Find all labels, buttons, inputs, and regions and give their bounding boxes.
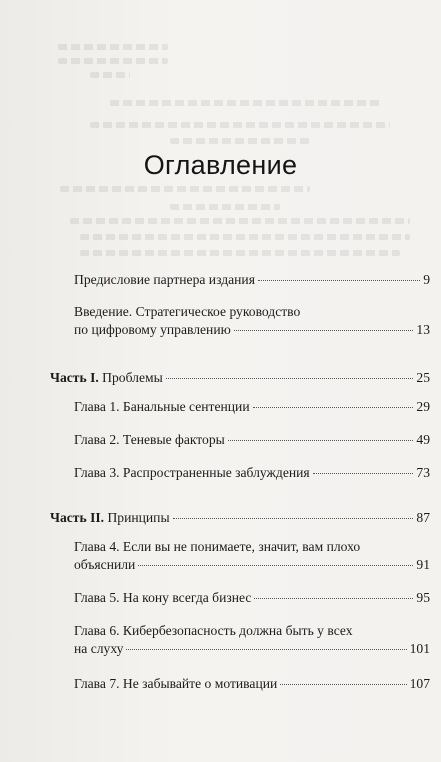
toc-entry-chapter-7 xyxy=(74,675,430,693)
leader-dots xyxy=(280,684,406,685)
toc-entry-title-line2: на слуху xyxy=(74,641,124,656)
toc-entry-part-2 xyxy=(50,509,430,527)
toc-entry-chapter-5 xyxy=(74,589,430,607)
toc-entry-chapter-4 xyxy=(74,538,430,574)
leader-dots xyxy=(138,565,413,566)
toc-page-number: 29 xyxy=(416,399,430,414)
toc-entry-title-line1: Глава 4. Если вы не понимаете, значит, вам плохо xyxy=(74,539,361,554)
leader-dots xyxy=(173,518,414,519)
toc-entry-introduction xyxy=(74,303,430,339)
bleed-through-text xyxy=(80,234,410,240)
toc-page-number: 13 xyxy=(416,322,430,337)
toc-entry-title-line1: Глава 6. Кибербезопасность должна быть у всех xyxy=(74,623,353,638)
bleed-through-text xyxy=(170,204,280,210)
toc-entry-title-line1: Введение. Стратегическое руководство xyxy=(74,304,301,319)
bleed-through-text xyxy=(90,122,390,128)
leader-dots xyxy=(258,280,420,281)
toc-entry-title: Глава 3. Распространенные заблуждения xyxy=(74,465,310,480)
toc-page-number: 49 xyxy=(416,432,430,447)
leader-dots xyxy=(253,407,414,408)
leader-dots xyxy=(234,330,414,331)
toc-entry-title-line2: объяснили xyxy=(74,557,136,572)
part-title: Проблемы xyxy=(102,370,163,385)
leader-dots xyxy=(313,473,414,474)
toc-entry-title: Глава 2. Теневые факторы xyxy=(74,432,225,447)
toc-entry-chapter-6 xyxy=(74,622,430,658)
toc-page-number: 91 xyxy=(416,557,430,572)
toc-entry-part-1 xyxy=(50,369,430,387)
toc-entry-title-line2: по цифровому управлению xyxy=(74,322,231,337)
leader-dots xyxy=(228,440,414,441)
toc-page-number: 25 xyxy=(416,370,430,385)
bleed-through-text xyxy=(110,100,380,106)
toc-entry-title: Предисловие партнера издания xyxy=(74,272,255,287)
toc-entry-chapter-3 xyxy=(74,464,430,482)
bleed-through-text xyxy=(58,44,168,50)
toc-entry-title: Глава 7. Не забывайте о мотивации xyxy=(74,676,278,691)
toc-page-number: 9 xyxy=(423,272,430,287)
toc-entry-chapter-1 xyxy=(74,398,430,416)
bleed-through-text xyxy=(80,250,400,256)
toc-page-number: 101 xyxy=(409,641,430,656)
toc-page-number: 87 xyxy=(416,510,430,525)
leader-dots xyxy=(254,598,413,599)
part-label: Часть I. xyxy=(50,370,99,385)
leader-dots xyxy=(126,649,406,650)
bleed-through-text xyxy=(170,138,310,144)
toc-entry-title: Глава 1. Банальные сентенции xyxy=(74,399,250,414)
bleed-through-text xyxy=(70,218,410,224)
part-label: Часть II. xyxy=(50,510,105,525)
toc-page-number: 73 xyxy=(416,465,430,480)
toc-entry-chapter-2 xyxy=(74,431,430,449)
page-title: Оглавление xyxy=(143,150,298,180)
part-title: Принципы xyxy=(107,510,170,525)
toc-page-number: 95 xyxy=(416,590,430,605)
toc-page-number: 107 xyxy=(409,676,430,691)
bleed-through-text xyxy=(58,58,168,64)
bleed-through-text xyxy=(60,186,310,192)
toc-entry-title: Глава 5. На кону всегда бизнес xyxy=(74,590,252,605)
bleed-through-text xyxy=(90,72,130,78)
toc-entry-foreword xyxy=(74,271,430,289)
leader-dots xyxy=(166,378,414,379)
